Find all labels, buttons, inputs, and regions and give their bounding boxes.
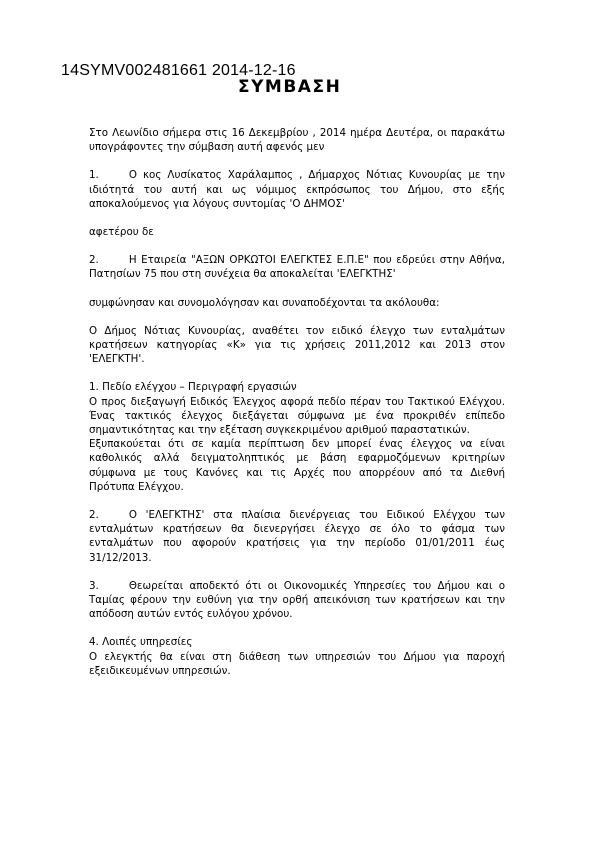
party-2-paragraph <box>89 253 505 281</box>
section-2-number: 2. <box>89 509 99 522</box>
intro-paragraph: Στο Λεωνίδιο σήμερα στις 16 Δεκεμβρίου , 2014 ημέρα Δευτέρα, οι παρακάτω υπογράφοντες την σύμβαση αυτή αφενός μεν <box>89 127 505 154</box>
aferou-line: αφετέρου δε <box>89 226 154 239</box>
section-2-text: Ο 'ΕΛΕΓΚΤΗΣ' στα πλαίσια διενέργειας του Ειδικού Ελέγχου των ενταλμάτων κρατήσεων θα διενεργήσει έλεγχο σε όλο το φάσμα των ενταλμάτων που αφορούν κρατήσεις για την περίοδο 01/01/2011 έως 31/12/2013. <box>89 509 505 564</box>
section-1-paragraph-2: Εξυπακούεται ότι σε καμία περίπτωση δεν μπορεί ένας έλεγχος να είναι καθολικός αλλά δειγματοληπτικός με βάση εφαρμοζόμενων κριτηρίων σύμφωνα με τους Κανόνες και τις Αρχές που απορρέουν από τα Διεθνή Πρότυπα Ελέγχου. <box>89 438 505 493</box>
section-2-paragraph <box>89 508 505 565</box>
assignment-paragraph: Ο Δήμος Νότιας Κυνουρίας, αναθέτει τον ειδικό έλεγχο των ενταλμάτων κρατήσεων κατηγορίας «Κ» για τις χρήσεις 2011,2012 και 2013 στον 'ΕΛΕΓΚΤΗ'. <box>89 324 505 366</box>
section-3-number: 3. <box>89 579 99 592</box>
document-body <box>89 126 505 678</box>
section-1-heading: 1. Πεδίο ελέγχου – Περιγραφή εργασιών <box>89 381 297 394</box>
section-1-paragraph-1: Ο προς διεξαγωγή Ειδικός Έλεγχος αφορά πεδίο πέραν του Τακτικού Ελέγχου. Ένας τακτικός έλεγχος διεξάγεται σύμφωνα με ένα προκριθέν επίπεδο σημαντικότητας και την εξέταση συγκεκριμένου αριθμού παραστατικών. <box>89 395 505 437</box>
party-2-text: Η Εταιρεία "ΑΞΩΝ ΟΡΚΩΤΟΙ ΕΛΕΓΚΤΕΣ Ε.Π.Ε" που εδρεύει στην Αθήνα, Πατησίων 75 που στη συνέχεια θα αποκαλείται 'ΕΛΕΓΚΤΗΣ' <box>89 254 505 281</box>
document-stamp: 14SYMV002481661 2014-12-16 <box>61 62 296 79</box>
section-4-paragraph: Ο ελεγκτής θα είναι στη διάθεση των υπηρεσιών του Δήμου για παροχή εξειδικευμένων υπηρεσιών. <box>89 650 505 677</box>
section-3-text: Θεωρείται αποδεκτό ότι οι Οικονομικές Υπηρεσίες του Δήμου και ο Ταμίας φέρουν την ευθύνη για την ορθή απεικόνιση των κρατήσεων και την απόδοση αυτών εντός ευλόγου χρόνου. <box>89 579 505 621</box>
agreement-line: συμφώνησαν και συνομολόγησαν και συναποδέχονται τα ακόλουθα: <box>89 296 440 309</box>
party-2-number: 2. <box>89 254 99 267</box>
party-1-number: 1. <box>89 169 99 182</box>
party-1-text: Ο κος Λυσίκατος Χαράλαμπος , Δήμαρχος Νότιας Κυνουρίας με την ιδιότητά του αυτή και ως νόμιμος εκπρόσωπος του Δήμου, στο εξής αποκαλούμενος για λόγους συντομίας 'Ο ΔΗΜΟΣ' <box>89 169 505 210</box>
section-4-heading: 4. Λοιπές υπηρεσίες <box>89 636 193 649</box>
party-1-paragraph <box>89 168 505 211</box>
document-title: ΣΥΜΒΑΣΗ <box>238 77 342 97</box>
section-3-paragraph <box>89 579 505 622</box>
